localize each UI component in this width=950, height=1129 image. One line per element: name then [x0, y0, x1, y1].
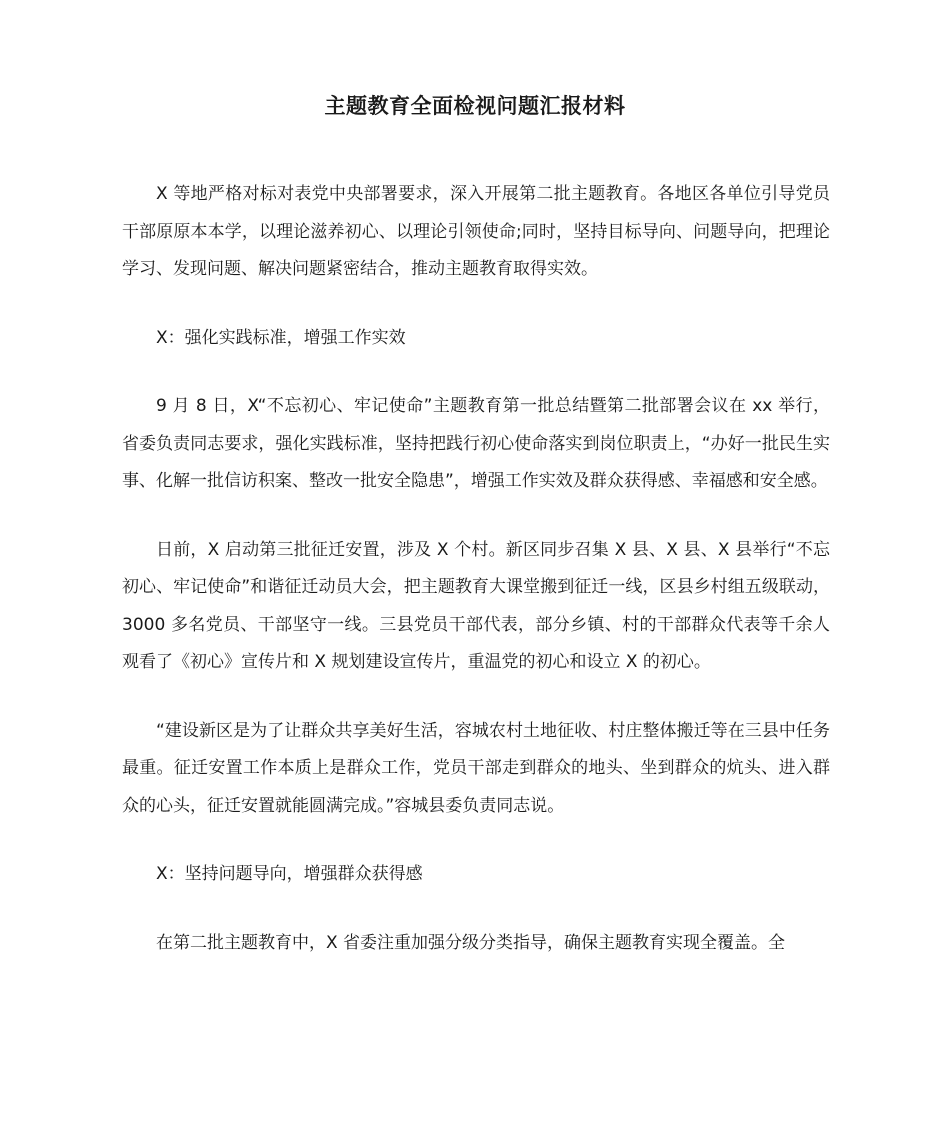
paragraph-intro: X 等地严格对标对表党中央部署要求，深入开展第二批主题教育。各地区各单位引导党员干部原原本本学，以理论滋养初心、以理论引领使命;同时，坚持目标导向、问题导向，把理论学习、发现问题、解决问题紧密结合，推动主题教育取得实效。 — [122, 184, 830, 279]
paragraph-gap — [122, 894, 830, 925]
paragraph-meeting: 9 月 8 日，X“不忘初心、牢记使命”主题教育第一批总结暨第二批部署会议在 xx 举行，省委负责同志要求，强化实践标准，坚持把践行初心使命落实到岗位职责上，“办好一批民生实事、化解一批信访积案、整改一批安全隐患”，增强工作实效及群众获得感、幸福感和安全感。 — [122, 396, 830, 491]
section-heading-problem: X：坚持问题导向，增强群众获得感 — [156, 864, 423, 884]
paragraph-gap — [122, 682, 830, 713]
paragraph-gap — [122, 357, 830, 388]
paragraph-gap — [122, 501, 830, 532]
document-body — [122, 176, 830, 962]
paragraph-gap — [122, 825, 830, 856]
paragraph-relocation: 日前，X 启动第三批征迁安置，涉及 X 个村。新区同步召集 X 县、X 县、X 县举行“不忘初心、牢记使命”和谐征迁动员大会，把主题教育大课堂搬到征迁一线，区县乡村组五级联动，3000 多名党员、干部坚守一线。三县党员干部代表，部分乡镇、村的干部群众代表等千余人观看了《初心》宣传片和 X 规划建设宣传片，重温党的初心和设立 X 的初心。 — [122, 539, 830, 672]
paragraph-quote: “建设新区是为了让群众共享美好生活，容城农村土地征收、村庄整体搬迁等在三县中任务最重。征迁安置工作本质上是群众工作，党员干部走到群众的地头、坐到群众的炕头、进入群众的心头，征迁安置就能圆满完成。”容城县委负责同志说。 — [122, 720, 830, 816]
section-heading-practice: X：强化实践标准，增强工作实效 — [156, 327, 406, 348]
paragraph-gap — [122, 289, 830, 320]
document-title: 主题教育全面检视问题汇报材料 — [324, 94, 626, 118]
paragraph-guidance: 在第二批主题教育中，X 省委注重加强分级分类指导，确保主题教育实现全覆盖。全 — [156, 932, 786, 953]
